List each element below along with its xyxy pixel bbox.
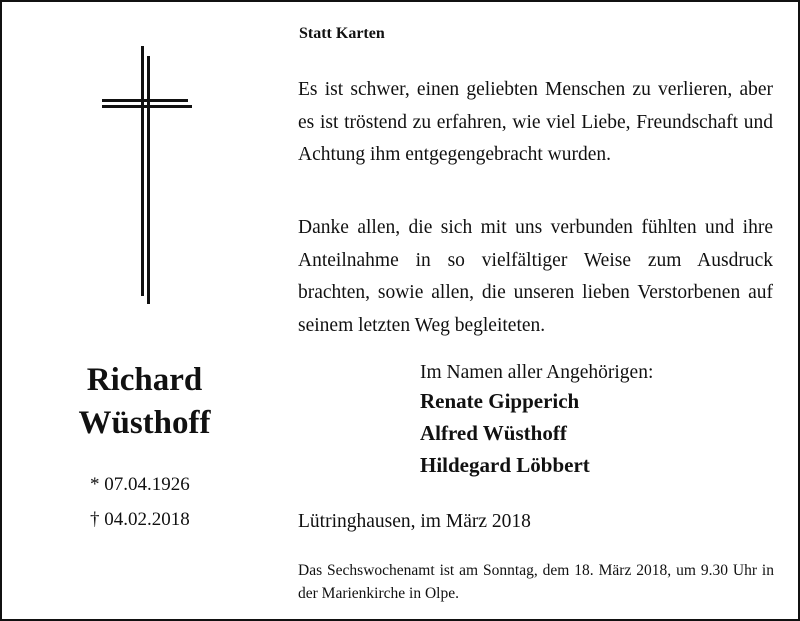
signoff-line: Im Namen aller Angehörigen: xyxy=(420,362,654,383)
cross-icon xyxy=(100,46,192,304)
paragraph-gratitude: Es ist schwer, einen geliebten Menschen zu verlieren, aber es ist tröstend zu erfahren, wie viel Liebe, Freundschaft und Achtung ihm entgegengebracht wurden. xyxy=(298,79,773,165)
deceased-first-name: Richard xyxy=(86,362,203,398)
birth-date: * 07.04.1926 xyxy=(90,474,190,495)
signer-name: Alfred Wüsthoff xyxy=(420,421,567,445)
paragraph-thanks: Danke allen, die sich mit uns verbunden fühlten und ihre Anteilnahme in so vielfältiger Weise zum Ausdruck brachten, sowie allen, die unseren lieben Verstorbenen auf seinem letzten Weg begleiteten. xyxy=(298,217,773,336)
signer-name: Hildegard Löbbert xyxy=(420,453,590,477)
deceased-last-name: Wüsthoff xyxy=(78,405,211,441)
death-date: † 04.02.2018 xyxy=(90,509,190,530)
heading: Statt Karten xyxy=(299,25,385,42)
place-date: Lütringhausen, im März 2018 xyxy=(298,511,531,532)
signer-name: Renate Gipperich xyxy=(420,389,580,413)
service-notice: Das Sechswochenamt ist am Sonntag, dem 18. März 2018, um 9.30 Uhr in der Marienkirche in Olpe. xyxy=(298,562,774,602)
